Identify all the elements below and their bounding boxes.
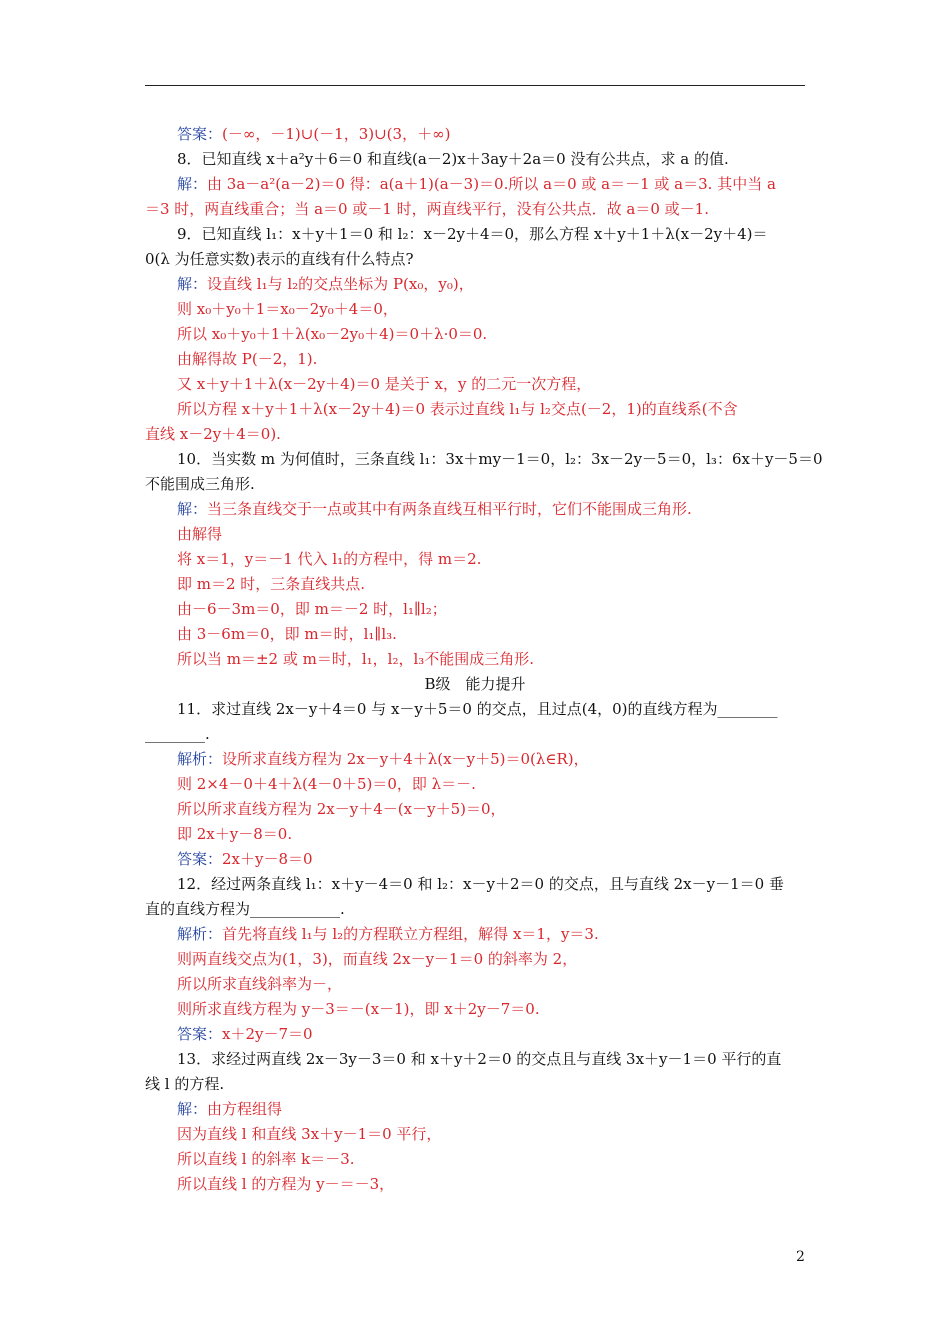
line-label: 解： [177,1100,208,1118]
line-text: 则所求直线方程为 y－3＝－(x－1)，即 x＋2y－7＝0. [177,1000,540,1018]
text-line [177,622,805,646]
line-text: 所以当 m＝±2 或 m＝时，l₁，l₂，l₃不能围成三角形. [177,650,535,668]
line-text: 线 l 的方程. [145,1075,225,1093]
text-line [177,697,805,721]
line-text: 9．已知直线 l₁：x＋y＋1＝0 和 l₂：x－2y＋4＝0，那么方程 x＋y＋1＋λ(x－2y＋4)＝ [177,225,768,243]
line-text: 由方程组得 [207,1100,283,1118]
text-line [177,547,805,571]
text-line [177,1147,805,1171]
line-text: 8．已知直线 x＋a²y＋6＝0 和直线(a－2)x＋3ay＋2a＝0 没有公共点，求 a 的值. [177,150,729,168]
line-text: 首先将直线 l₁与 l₂的方程联立方程组，解得 x＝1，y＝3. [222,925,599,943]
line-text: ________. [145,725,210,743]
text-line [177,347,805,371]
line-text: 所以直线 l 的斜率 k＝－3. [177,1150,355,1168]
line-text: 设所求直线方程为 2x－y＋4＋λ(x－y＋5)＝0(λ∈R)， [222,750,589,768]
line-text: 13．求经过两直线 2x－3y－3＝0 和 x＋y＋2＝0 的交点且与直线 3x＋y－1＝0 平行的直 [177,1050,782,1068]
line-text: 由－6－3m＝0，即 m＝－2 时，l₁∥l₂； [177,600,447,618]
line-text: B级 能力提升 [424,675,526,693]
line-text: 12．经过两条直线 l₁：x＋y－4＝0 和 l₂：x－y＋2＝0 的交点，且与直线 2x－y－1＝0 垂 [177,875,784,893]
text-line [177,1047,805,1071]
line-text: 2x＋y－8＝0 [222,850,313,868]
text-line [177,822,805,846]
line-text: 所以方程 x＋y＋1＋λ(x－2y＋4)＝0 表示过直线 l₁与 l₂交点(－2，1)的直线系(不含 [177,400,738,418]
text-line [177,447,823,471]
text-line [145,422,805,446]
line-text: 则 2×4－0＋4＋λ(4－0＋5)＝0，即 λ＝－. [177,775,476,793]
line-text: 将 x＝1，y＝－1 代入 l₁的方程中，得 m＝2. [177,550,482,568]
line-text: 直线 x－2y＋4＝0). [145,425,281,443]
text-line [145,247,805,271]
text-line [177,147,805,171]
line-label: 解： [177,175,208,193]
line-text: 不能围成三角形. [145,475,255,493]
text-line [177,572,805,596]
text-line [177,872,805,896]
line-label: 解析： [177,750,223,768]
line-text: 因为直线 l 和直线 3x＋y－1＝0 平行， [177,1125,442,1143]
line-text: ＝3 时，两直线重合；当 a＝0 或－1 时，两直线平行，没有公共点．故 a＝0 或－1. [145,200,709,218]
text-line [177,122,805,146]
line-text: 所以直线 l 的方程为 y－＝－3， [177,1175,395,1193]
line-text: 10．当实数 m 为何值时，三条直线 l₁：3x＋my－1＝0，l₂：3x－2y－5＝0，l₃：6x＋y－5＝0 [177,450,823,468]
text-line [177,1172,805,1196]
line-text: 又 x＋y＋1＋λ(x－2y＋4)＝0 是关于 x，y 的二元一次方程， [177,375,592,393]
line-text: 所以所求直线斜率为－， [177,975,343,993]
text-line [177,972,805,996]
line-text: 即 m＝2 时，三条直线共点. [177,575,366,593]
line-text: 设直线 l₁与 l₂的交点坐标为 P(x₀，y₀)， [207,275,474,293]
text-line [145,472,805,496]
text-line [177,272,805,296]
text-line [177,297,805,321]
text-line [177,597,805,621]
line-text: 则 x₀＋y₀＋1＝x₀－2y₀＋4＝0， [177,300,398,318]
line-text: 所以 x₀＋y₀＋1＋λ(x₀－2y₀＋4)＝0＋λ·0＝0. [177,325,488,343]
line-text: 由解得故 P(－2，1). [177,350,318,368]
text-line [145,897,805,921]
line-text: (－∞，－1)∪(－1，3)∪(3，＋∞) [222,125,451,143]
page-number: 2 [796,1249,805,1265]
text-line [145,197,805,221]
text-line [177,947,805,971]
line-text: 所以所求直线方程为 2x－y＋4－(x－y＋5)＝0， [177,800,506,818]
text-line [177,772,805,796]
text-line [177,397,805,421]
line-text: 0(λ 为任意实数)表示的直线有什么特点? [145,250,414,268]
line-text: 即 2x＋y－8＝0. [177,825,293,843]
line-label: 答案： [177,1025,223,1043]
text-line [177,1122,805,1146]
line-text: 由解得 [177,525,223,543]
line-label: 解： [177,275,208,293]
text-line [177,797,805,821]
text-line [177,522,805,546]
line-label: 解析： [177,925,223,943]
line-text: 则两直线交点为(1，3)，而直线 2x－y－1＝0 的斜率为 2， [177,950,578,968]
line-label: 解： [177,500,208,518]
text-line [145,722,805,746]
text-line [177,847,805,871]
line-label: 答案： [177,125,223,143]
text-line [177,322,805,346]
line-text: 由 3－6m＝0，即 m＝时，l₁∥l₃. [177,625,397,643]
text-line [145,1072,805,1096]
text-line [177,372,805,396]
text-line [177,222,805,246]
text-line [177,172,805,196]
text-line [177,747,805,771]
text-line [177,1097,805,1121]
text-line [177,922,805,946]
line-label: 答案： [177,850,223,868]
text-line [177,997,805,1021]
line-text: 直的直线方程为____________. [145,900,345,918]
line-text: x＋2y－7＝0 [222,1025,313,1043]
line-text: 11．求过直线 2x－y＋4＝0 与 x－y＋5＝0 的交点，且过点(4，0)的直线方程为________ [177,700,778,718]
header-rule [145,85,805,86]
text-line [177,1022,805,1046]
text-line [145,672,805,696]
text-line [177,647,805,671]
text-line [177,497,805,521]
line-text: 由 3a－a²(a－2)＝0 得：a(a＋1)(a－3)＝0.所以 a＝0 或 a＝－1 或 a＝3. 其中当 a [207,175,776,193]
line-text: 当三条直线交于一点或其中有两条直线互相平行时，它们不能围成三角形. [207,500,692,518]
